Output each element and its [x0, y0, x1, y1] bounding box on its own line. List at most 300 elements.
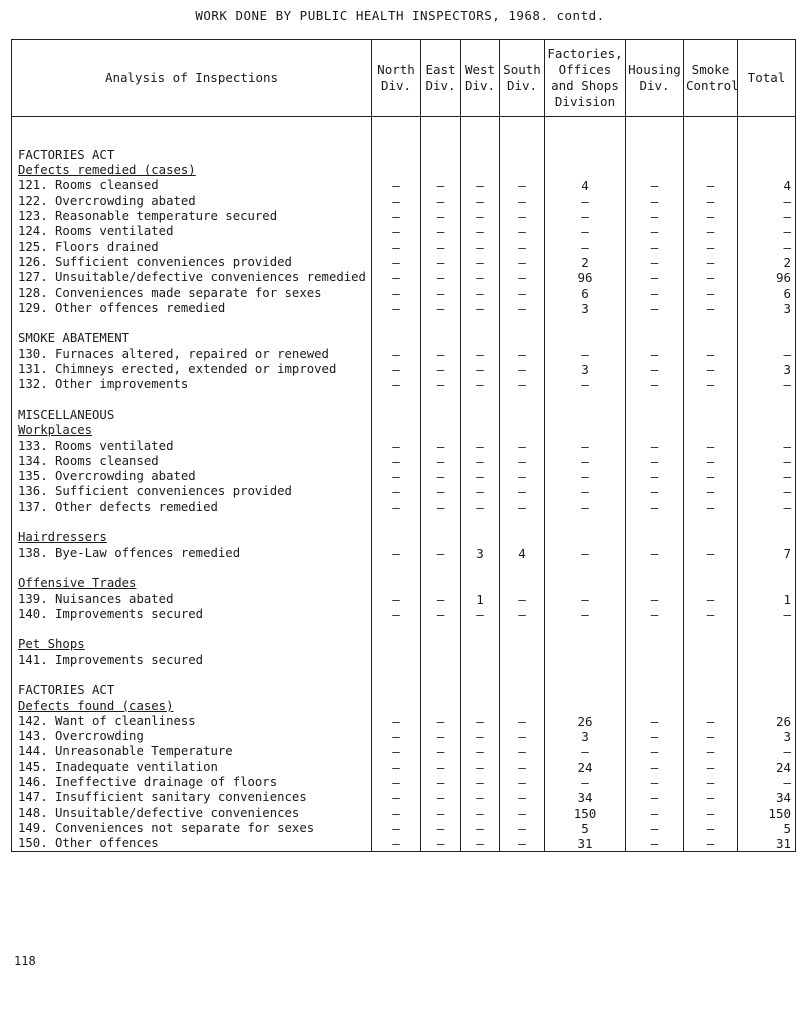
cell-south — [500, 698, 545, 713]
cell-west — [461, 637, 500, 652]
section-heading-row — [12, 423, 796, 438]
cell-south: – — [500, 744, 545, 759]
cell-housing — [626, 637, 684, 652]
cell-south: – — [500, 484, 545, 499]
cell-housing — [626, 515, 684, 530]
cell-west — [461, 163, 500, 178]
spacer-cell — [12, 132, 372, 147]
row-label: 143. Overcrowding — [12, 729, 372, 744]
cell-east: – — [421, 729, 461, 744]
cell-total — [738, 392, 796, 407]
cell-north — [372, 668, 421, 683]
row-label: 142. Want of cleanliness — [12, 714, 372, 729]
cell-factories: 26 — [545, 714, 626, 729]
section-heading-row — [12, 683, 796, 698]
cell-south — [500, 163, 545, 178]
cell-total — [738, 668, 796, 683]
cell-west: – — [461, 714, 500, 729]
row-label: 138. Bye-Law offences remedied — [12, 545, 372, 560]
cell-south: – — [500, 591, 545, 606]
cell-north — [372, 132, 421, 147]
cell-total: 5 — [738, 821, 796, 836]
cell-factories: 6 — [545, 285, 626, 300]
cell-housing — [626, 683, 684, 698]
cell-west: – — [461, 607, 500, 622]
cell-smoke: – — [684, 255, 738, 270]
section-heading-text: FACTORIES ACT — [18, 683, 115, 698]
table-row — [12, 484, 796, 499]
cell-smoke: – — [684, 239, 738, 254]
cell-factories: – — [545, 193, 626, 208]
cell-west — [461, 408, 500, 423]
cell-housing: – — [626, 224, 684, 239]
cell-factories: – — [545, 744, 626, 759]
cell-east — [421, 515, 461, 530]
table-row — [12, 744, 796, 759]
cell-north — [372, 561, 421, 576]
cell-west — [461, 392, 500, 407]
cell-south: – — [500, 209, 545, 224]
cell-west: – — [461, 255, 500, 270]
cell-factories — [545, 652, 626, 667]
cell-north — [372, 423, 421, 438]
cell-total — [738, 331, 796, 346]
cell-factories — [545, 148, 626, 163]
cell-total: 24 — [738, 759, 796, 774]
section-heading — [12, 683, 372, 698]
cell-total: – — [738, 377, 796, 392]
table-row — [12, 821, 796, 836]
cell-north: – — [372, 607, 421, 622]
cell-north — [372, 652, 421, 667]
cell-south — [500, 530, 545, 545]
table-row — [12, 836, 796, 852]
cell-housing: – — [626, 255, 684, 270]
cell-total — [738, 515, 796, 530]
cell-north — [372, 408, 421, 423]
cell-total — [738, 423, 796, 438]
cell-smoke: – — [684, 729, 738, 744]
cell-west: 3 — [461, 545, 500, 560]
cell-housing: – — [626, 469, 684, 484]
cell-smoke — [684, 392, 738, 407]
cell-factories: – — [545, 484, 626, 499]
cell-east: – — [421, 454, 461, 469]
cell-factories: – — [545, 545, 626, 560]
cell-north: – — [372, 224, 421, 239]
cell-factories — [545, 316, 626, 331]
cell-smoke: – — [684, 836, 738, 852]
cell-factories: 24 — [545, 759, 626, 774]
spacer-row — [12, 561, 796, 576]
section-heading-text: Hairdressers — [18, 530, 107, 545]
cell-smoke: – — [684, 362, 738, 377]
cell-housing: – — [626, 714, 684, 729]
cell-housing: – — [626, 836, 684, 852]
cell-west: – — [461, 285, 500, 300]
cell-smoke — [684, 576, 738, 591]
cell-south — [500, 622, 545, 637]
cell-housing — [626, 423, 684, 438]
spacer-cell — [12, 561, 372, 576]
cell-south — [500, 408, 545, 423]
table-row — [12, 545, 796, 560]
cell-north: – — [372, 362, 421, 377]
cell-total: – — [738, 469, 796, 484]
cell-south: – — [500, 499, 545, 514]
cell-east — [421, 561, 461, 576]
row-label: 147. Insufficient sanitary conveniences — [12, 790, 372, 805]
cell-east: – — [421, 744, 461, 759]
cell-smoke: – — [684, 224, 738, 239]
cell-total: – — [738, 239, 796, 254]
cell-factories: – — [545, 591, 626, 606]
cell-south — [500, 316, 545, 331]
cell-total — [738, 132, 796, 147]
column-header-east: East Div. — [421, 40, 461, 117]
cell-east: – — [421, 714, 461, 729]
row-label: 139. Nuisances abated — [12, 591, 372, 606]
cell-smoke — [684, 132, 738, 147]
section-heading-text: FACTORIES ACT — [18, 147, 115, 162]
cell-north: – — [372, 178, 421, 193]
cell-east: – — [421, 377, 461, 392]
cell-smoke: – — [684, 790, 738, 805]
cell-east: – — [421, 591, 461, 606]
row-label: 149. Conveniences not separate for sexes — [12, 821, 372, 836]
cell-smoke: – — [684, 209, 738, 224]
cell-factories — [545, 637, 626, 652]
row-label: 122. Overcrowding abated — [12, 193, 372, 208]
cell-smoke — [684, 683, 738, 698]
section-heading — [12, 163, 372, 178]
spacer-cell — [12, 668, 372, 683]
page-title: WORK DONE BY PUBLIC HEALTH INSPECTORS, 1968. contd. — [195, 8, 605, 23]
cell-south: – — [500, 775, 545, 790]
cell-housing: – — [626, 775, 684, 790]
section-heading-row — [12, 576, 796, 591]
cell-total: 3 — [738, 301, 796, 316]
cell-west: – — [461, 469, 500, 484]
cell-total: 34 — [738, 790, 796, 805]
cell-north — [372, 515, 421, 530]
table-row — [12, 438, 796, 453]
cell-east: – — [421, 775, 461, 790]
cell-east: – — [421, 239, 461, 254]
cell-total: – — [738, 744, 796, 759]
cell-smoke: – — [684, 545, 738, 560]
row-label: 134. Rooms cleansed — [12, 454, 372, 469]
cell-total: – — [738, 346, 796, 361]
cell-north: – — [372, 301, 421, 316]
cell-factories: – — [545, 607, 626, 622]
row-label: 145. Inadequate ventilation — [12, 759, 372, 774]
cell-south — [500, 331, 545, 346]
cell-west — [461, 683, 500, 698]
cell-west: – — [461, 178, 500, 193]
cell-housing — [626, 392, 684, 407]
column-header-analysis: Analysis of Inspections — [12, 40, 372, 117]
row-label: 132. Other improvements — [12, 377, 372, 392]
section-heading-row — [12, 148, 796, 163]
cell-north: – — [372, 484, 421, 499]
cell-housing — [626, 576, 684, 591]
cell-housing: – — [626, 209, 684, 224]
cell-west: – — [461, 775, 500, 790]
section-heading — [12, 408, 372, 423]
cell-south: – — [500, 377, 545, 392]
cell-total: – — [738, 775, 796, 790]
cell-total: – — [738, 499, 796, 514]
table-row — [12, 729, 796, 744]
cell-housing: – — [626, 744, 684, 759]
cell-housing: – — [626, 499, 684, 514]
cell-west: 1 — [461, 591, 500, 606]
cell-factories — [545, 392, 626, 407]
cell-north — [372, 637, 421, 652]
cell-total — [738, 148, 796, 163]
section-heading-text: Offensive Trades — [18, 576, 137, 591]
cell-south: – — [500, 301, 545, 316]
cell-smoke: – — [684, 469, 738, 484]
cell-south: – — [500, 239, 545, 254]
cell-south: – — [500, 836, 545, 852]
cell-north: – — [372, 545, 421, 560]
cell-south: – — [500, 821, 545, 836]
cell-east — [421, 698, 461, 713]
cell-west: – — [461, 790, 500, 805]
cell-housing: – — [626, 607, 684, 622]
cell-housing — [626, 132, 684, 147]
cell-housing — [626, 148, 684, 163]
cell-west: – — [461, 209, 500, 224]
cell-east: – — [421, 285, 461, 300]
row-label: 121. Rooms cleansed — [12, 178, 372, 193]
cell-east: – — [421, 759, 461, 774]
cell-east: – — [421, 224, 461, 239]
cell-south: – — [500, 255, 545, 270]
cell-east: – — [421, 209, 461, 224]
row-label: 127. Unsuitable/defective conveniences remedied — [12, 270, 372, 285]
spacer-row — [12, 668, 796, 683]
cell-total: – — [738, 438, 796, 453]
cell-smoke — [684, 561, 738, 576]
cell-smoke — [684, 331, 738, 346]
cell-total — [738, 637, 796, 652]
cell-housing: – — [626, 591, 684, 606]
cell-south — [500, 576, 545, 591]
cell-housing — [626, 622, 684, 637]
cell-west — [461, 148, 500, 163]
table-row — [12, 301, 796, 316]
cell-total: – — [738, 209, 796, 224]
cell-smoke — [684, 515, 738, 530]
cell-south — [500, 668, 545, 683]
spacer-row — [12, 117, 796, 133]
cell-total: 150 — [738, 805, 796, 820]
cell-west: – — [461, 484, 500, 499]
cell-south: – — [500, 193, 545, 208]
spacer-row — [12, 316, 796, 331]
cell-smoke: – — [684, 499, 738, 514]
cell-housing — [626, 668, 684, 683]
cell-south: – — [500, 729, 545, 744]
row-label: 124. Rooms ventilated — [12, 224, 372, 239]
cell-factories: – — [545, 469, 626, 484]
table-row — [12, 178, 796, 193]
cell-north — [372, 148, 421, 163]
cell-north: – — [372, 239, 421, 254]
cell-east — [421, 132, 461, 147]
cell-north: – — [372, 805, 421, 820]
cell-housing — [626, 331, 684, 346]
cell-north: – — [372, 775, 421, 790]
cell-east — [421, 622, 461, 637]
section-heading — [12, 576, 372, 591]
cell-housing: – — [626, 239, 684, 254]
spacer-cell — [12, 392, 372, 407]
cell-factories — [545, 132, 626, 147]
cell-factories — [545, 408, 626, 423]
cell-factories: 4 — [545, 178, 626, 193]
cell-west: – — [461, 193, 500, 208]
section-heading — [12, 530, 372, 545]
cell-east — [421, 668, 461, 683]
cell-smoke: – — [684, 775, 738, 790]
cell-east — [421, 331, 461, 346]
cell-west: – — [461, 836, 500, 852]
cell-east: – — [421, 346, 461, 361]
row-label: 146. Ineffective drainage of floors — [12, 775, 372, 790]
cell-west — [461, 331, 500, 346]
row-label: 140. Improvements secured — [12, 607, 372, 622]
table-row — [12, 346, 796, 361]
cell-east — [421, 392, 461, 407]
cell-south — [500, 683, 545, 698]
section-heading — [12, 637, 372, 652]
page-number: 118 — [14, 954, 36, 968]
row-label: 150. Other offences — [12, 836, 372, 852]
cell-smoke: – — [684, 178, 738, 193]
cell-west: – — [461, 301, 500, 316]
cell-factories: 3 — [545, 301, 626, 316]
cell-north: – — [372, 729, 421, 744]
table-row — [12, 759, 796, 774]
row-label: 131. Chimneys erected, extended or improved — [12, 362, 372, 377]
inspections-table — [11, 39, 796, 852]
cell-west — [461, 622, 500, 637]
cell-total: – — [738, 607, 796, 622]
cell-west — [461, 515, 500, 530]
cell-factories: – — [545, 499, 626, 514]
cell-housing — [626, 698, 684, 713]
spacer-row — [12, 392, 796, 407]
table-row — [12, 652, 796, 667]
table-row — [12, 775, 796, 790]
cell-north: – — [372, 377, 421, 392]
cell-east: – — [421, 178, 461, 193]
cell-south — [500, 392, 545, 407]
row-label: 130. Furnaces altered, repaired or renewed — [12, 346, 372, 361]
row-label: 135. Overcrowding abated — [12, 469, 372, 484]
column-header-housing: Housing Div. — [626, 40, 684, 117]
spacer-row — [12, 622, 796, 637]
table-row — [12, 224, 796, 239]
cell-north — [372, 576, 421, 591]
cell-housing: – — [626, 484, 684, 499]
cell-smoke — [684, 652, 738, 667]
cell-north: – — [372, 454, 421, 469]
cell-housing: – — [626, 821, 684, 836]
cell-housing — [626, 316, 684, 331]
header-row — [12, 40, 796, 117]
cell-housing: – — [626, 178, 684, 193]
cell-east — [421, 423, 461, 438]
cell-north: – — [372, 438, 421, 453]
cell-housing: – — [626, 193, 684, 208]
table-row — [12, 591, 796, 606]
table-row — [12, 714, 796, 729]
table-row — [12, 255, 796, 270]
cell-west: – — [461, 744, 500, 759]
cell-south: – — [500, 469, 545, 484]
cell-factories: 3 — [545, 729, 626, 744]
cell-housing: – — [626, 545, 684, 560]
cell-smoke: – — [684, 744, 738, 759]
table-row — [12, 285, 796, 300]
cell-total: – — [738, 454, 796, 469]
section-heading-row — [12, 408, 796, 423]
cell-factories — [545, 576, 626, 591]
cell-housing: – — [626, 285, 684, 300]
cell-north — [372, 316, 421, 331]
cell-east: – — [421, 438, 461, 453]
cell-factories — [545, 668, 626, 683]
spacer-cell — [12, 117, 372, 133]
cell-south — [500, 515, 545, 530]
table-row — [12, 499, 796, 514]
cell-north — [372, 622, 421, 637]
section-heading-row — [12, 530, 796, 545]
cell-total — [738, 698, 796, 713]
cell-factories — [545, 698, 626, 713]
cell-total — [738, 163, 796, 178]
cell-north — [372, 683, 421, 698]
cell-east: – — [421, 301, 461, 316]
cell-factories — [545, 561, 626, 576]
column-header-factories: Factories, Offices and Shops Division — [545, 40, 626, 117]
cell-total — [738, 652, 796, 667]
cell-west: – — [461, 270, 500, 285]
cell-east — [421, 148, 461, 163]
cell-north: – — [372, 193, 421, 208]
spacer-cell — [12, 515, 372, 530]
cell-factories — [545, 331, 626, 346]
spacer-row — [12, 132, 796, 147]
cell-north: – — [372, 836, 421, 852]
cell-south: 4 — [500, 545, 545, 560]
cell-north — [372, 392, 421, 407]
section-heading-row — [12, 637, 796, 652]
cell-west: – — [461, 759, 500, 774]
cell-south — [500, 423, 545, 438]
cell-factories: 5 — [545, 821, 626, 836]
cell-housing: – — [626, 301, 684, 316]
cell-north: – — [372, 255, 421, 270]
row-label: 133. Rooms ventilated — [12, 438, 372, 453]
row-label: 123. Reasonable temperature secured — [12, 209, 372, 224]
cell-west: – — [461, 239, 500, 254]
